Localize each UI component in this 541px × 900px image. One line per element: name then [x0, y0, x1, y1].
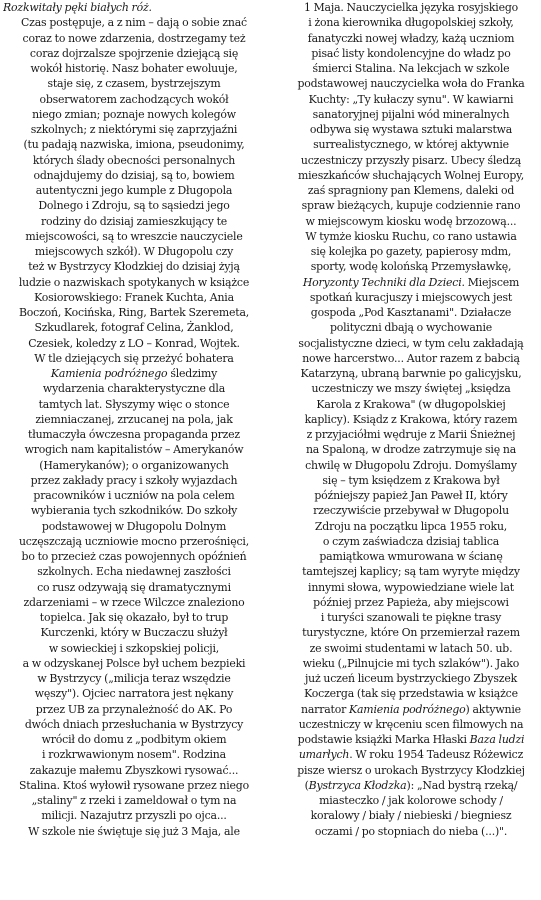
- text-line: zaś spragniony pan Klemens, daleki od: [307, 184, 515, 197]
- text-line: nowe harcerstwo... Autor razem z babcią: [302, 351, 520, 365]
- text-line: tamtych lat. Słyszymy więc o stonce: [38, 397, 230, 411]
- text-run: ): „Nad bystrą rzeką/: [406, 778, 518, 792]
- text-line: też w Bystrzycy Kłodzkiej do dzisiaj żyją: [28, 260, 240, 274]
- text-line: uczestniczy we mszy świętej „księdza: [311, 382, 511, 396]
- text-line: [284, 778, 538, 793]
- text-line: Karola z Krakowa" (w długopolskiej: [316, 397, 506, 411]
- text-line: wokół historię. Nasz bohater ewoluuje,: [30, 62, 238, 75]
- text-line: dwóch dniach przesłuchania w Bystrzycy: [24, 717, 244, 731]
- text-run: śledzimy: [167, 367, 218, 380]
- text-line: się – tym księdzem z Krakowa był: [322, 473, 500, 487]
- text-line: socjalistyczne dzieci, w tym celu zakładają: [298, 336, 524, 350]
- text-line: (tu padają nazwiska, imiona, pseudonimy,: [23, 138, 245, 152]
- text-line: szkolnych; z niektórymi się zaprzyjaźni: [30, 123, 238, 136]
- text-line: i turyści szanowali te piękne trasy: [320, 611, 502, 624]
- text-line: i rozkrwawionym nosem". Rodzina: [42, 748, 226, 762]
- text-line: wrogich nam kapitalistów – Amerykanów: [24, 443, 244, 457]
- text-line: 1 Maja. Nauczycielka języka rosyjskiego: [303, 1, 519, 14]
- text-run: (: [304, 778, 309, 792]
- text-line: polityczni dbają o wychowanie: [329, 321, 493, 335]
- text-line: [3, 366, 265, 381]
- text-line: turystyczne, które On przemierzał razem: [302, 626, 520, 640]
- text-line: innymi słowa, wypowiedziane wiele lat: [308, 580, 514, 594]
- text-line: Szkudlarek, fotograf Celina, Żanklod,: [34, 321, 234, 335]
- text-line: w sowieckiej i szkopskiej policji,: [48, 641, 220, 655]
- text-line: [284, 702, 538, 717]
- text-line: sporty, wodę kolońską Przemysławkę,: [310, 260, 512, 274]
- text-line: spotkań kuracjuszy i miejscowych jest: [309, 290, 513, 304]
- text-line: milicji. Nazajutrz przyszli po ojca...: [41, 809, 227, 823]
- text-line: późniejszy papież Jan Paweł II, który: [314, 489, 508, 502]
- text-line: węszy"). Ojciec narratora jest nękany: [34, 687, 234, 701]
- text-line: których ślady obecności personalnych: [32, 153, 236, 167]
- italic-title: umarłych: [298, 748, 350, 762]
- text-line: Katarzyną, ubraną barwnie po galicyjsku,: [300, 367, 522, 380]
- text-line: miejscowych szkół). W Długopolu czy: [34, 245, 234, 258]
- text-line: co rusz odzywają się dramatycznymi: [37, 580, 231, 594]
- text-line: na Spaloną, w drodze zatrzymuje się na: [305, 443, 517, 457]
- italic-title: Bystrzyca Kłodzka: [308, 778, 407, 792]
- text-line: topielca. Jak się okazało, był to trup: [39, 611, 229, 624]
- text-line: [284, 732, 538, 747]
- text-line: już uczeń liceum bystrzyckiego Zbyszek: [304, 672, 518, 685]
- text-line: sanatoryjnej pijalni wód mineralnych: [312, 107, 510, 121]
- text-line: wybierania tych szkodników. Do szkoły: [30, 504, 238, 518]
- text-line: zdarzeniami – w rzece Wilczce znaleziono: [23, 595, 245, 609]
- text-line: podstawowej w Długopolu Dolnym: [41, 519, 227, 533]
- text-line: chwilę w Długopolu Zdroju. Domyślamy: [305, 458, 517, 472]
- text-line: śmierci Stalina. Na lekcjach w szkole: [312, 62, 510, 75]
- text-line: miejscowości, są to wreszcie nauczyciele: [25, 229, 243, 243]
- text-line: Stalina. Ktoś wyłowił rysowane przez niego: [19, 778, 249, 792]
- text-line: W tle dziejących się przeżyć bohatera: [34, 351, 234, 365]
- text-line: coraz dojrzalsze spojrzenie dziejącą się: [29, 46, 239, 60]
- text-line: oczami / po stopniach do nieba (...)".: [314, 824, 508, 838]
- text-run: . W roku 1954 Tadeusz Różewicz: [349, 748, 524, 762]
- text-line: odbywa się wystawa sztuki malarstwa: [309, 123, 513, 136]
- text-line: się kolejka po gazety, papierosy mdm,: [310, 245, 512, 258]
- left-text-column: [3, 0, 265, 839]
- text-line: w Bystrzycy („milicja teraz wszędzie: [37, 672, 231, 685]
- text-line: a w odzyskanej Polsce był uchem bezpieki: [22, 656, 246, 670]
- right-text-column: [284, 0, 538, 839]
- text-line: przez zakłady pracy i szkoły wyjazdach: [30, 473, 238, 487]
- text-line: uczestniczy przyszły pisarz. Ubecy śledzą: [300, 153, 522, 167]
- text-line: koralowy / biały / niebieski / biegniesz: [310, 809, 512, 823]
- text-line: pisze wiersz o urokach Bystrzycy Kłodzkiej: [297, 763, 525, 777]
- text-line: Rozkwitały pęki białych róż.: [3, 1, 152, 14]
- text-line: Dolnego i Zdroju, są to sąsiedzi jego: [38, 199, 230, 213]
- text-line: ziemniaczanej, zrzucanej na pola, jak: [35, 412, 233, 426]
- text-line: pracowników i uczniów na pola celem: [33, 489, 235, 502]
- text-line: kaplicy). Ksiądz z Krakowa, który razem: [304, 412, 518, 426]
- text-line: spraw bieżących, kupuje codziennie rano: [301, 199, 521, 213]
- text-line: rodziny do dzisiaj zamieszkujący te: [40, 214, 228, 228]
- text-line: podstawowej nauczycielka woła do Franka: [297, 77, 525, 91]
- text-line: bo to przecież czas powojennych opóźnień: [21, 550, 247, 563]
- text-line: gospoda „Pod Kasztanami". Działacze: [310, 306, 512, 319]
- text-line: staje się, z czasem, bystrzejszym: [47, 77, 221, 91]
- text-line: w miejscowym kiosku wodę brzozową...: [305, 214, 517, 228]
- text-line: wydarzenia charakterystyczne dla: [42, 382, 226, 396]
- text-line: W tymże kiosku Ruchu, co rano ustawia: [305, 229, 517, 243]
- italic-title: Baza ludzi: [469, 733, 525, 746]
- text-line: obserwatorem zachodzących wokół: [39, 92, 229, 106]
- text-line: tłumaczyła ówczesna propaganda przez: [28, 428, 240, 441]
- text-line: pisać listy kondolencyjne do władz po: [311, 46, 511, 60]
- text-run: . Miejscem: [461, 275, 520, 289]
- text-line: fanatyczki nowej władzy, każą uczniom: [307, 31, 515, 45]
- text-line: odnajdujemy do dzisiaj, są to, bowiem: [33, 168, 235, 182]
- text-line: tamtejszej kaplicy; są tam wyryte między: [302, 565, 520, 579]
- italic-title: Kamienia podróżnego: [349, 702, 466, 716]
- text-line: o czym zaświadcza dzisiaj tablica: [322, 534, 500, 548]
- text-line: zakazuje małemu Zbyszkowi rysować...: [29, 763, 239, 777]
- text-line: Kuchty: „Ty kułaczy synu". W kawiarni: [308, 92, 514, 106]
- text-line: W szkole nie świętuje się już 3 Maja, ale: [28, 824, 240, 838]
- text-run: podstawie książki Marka Hłaski: [297, 733, 470, 746]
- text-line: [284, 747, 538, 762]
- text-line: miasteczko / jak kolorowe schody /: [319, 794, 503, 807]
- text-line: Czas postępuje, a z nim – dają o sobie znać: [21, 16, 247, 30]
- italic-title: Kamienia podróżnego: [50, 367, 168, 380]
- text-line: surrealistycznego, w której aktywnie: [313, 138, 509, 152]
- text-line: Boczoń, Kocińska, Ring, Bartek Szeremeta,: [18, 306, 250, 319]
- text-line: niego zmian; poznaje nowych kolegów: [32, 107, 236, 121]
- text-line: (Hamerykanów); o organizowanych: [39, 458, 229, 472]
- text-line: „staliny" z rzeki i zameldował o tym na: [31, 794, 237, 807]
- text-line: pamiątkowa wmurowana w ścianę: [319, 550, 503, 563]
- text-line: Zdroju na początku lipca 1955 roku,: [314, 519, 508, 533]
- text-line: Koczerga (tak się przedstawia w książce: [304, 687, 518, 701]
- text-line: przez UB za przynależność do AK. Po: [35, 702, 233, 716]
- text-run: narrator: [301, 702, 350, 716]
- text-line: i żona kierownika długopolskiej szkoły,: [308, 16, 514, 30]
- text-line: autentyczni jego kumple z Długopola: [35, 184, 233, 197]
- text-line: wieku („Pilnujcie mi tych szlaków"). Jako: [302, 656, 520, 670]
- text-line: uczestniczy w kręceniu scen filmowych na: [298, 717, 524, 731]
- text-line: Kurczenki, który w Buczaczu służył: [40, 626, 228, 640]
- text-line: rzeczywiście przebywał w Długopolu: [313, 504, 509, 518]
- italic-title: Horyzonty Techniki dla Dzieci: [302, 275, 462, 289]
- text-line: [284, 275, 538, 290]
- text-line: Czesiek, koledzy z LO – Konrad, Wojtek.: [28, 336, 240, 350]
- text-line: wrócił do domu z „podbitym okiem: [41, 733, 227, 746]
- text-line: szkolnych. Echa niedawnej zaszłości: [37, 565, 231, 579]
- text-line: uczęszczają uczniowie mocno przerośnięci,: [18, 534, 250, 548]
- text-line: ze swoimi studentami w latach 50. ub.: [309, 641, 513, 655]
- text-line: Kosiorowskiego: Franek Kuchta, Ania: [34, 290, 234, 304]
- text-line: ludzie o nazwiskach spotykanych w książce: [18, 275, 250, 289]
- text-line: później przez Papieża, aby miejscowi: [313, 595, 509, 609]
- text-run: ) aktywnie: [465, 702, 521, 716]
- text-line: z przyjaciółmi wędruje z Marii Śnieżnej: [306, 428, 516, 441]
- text-line: coraz to nowe zdarzenia, dostrzegamy też: [22, 31, 246, 45]
- text-line: mieszkańców słuchających Wolnej Europy,: [297, 168, 524, 182]
